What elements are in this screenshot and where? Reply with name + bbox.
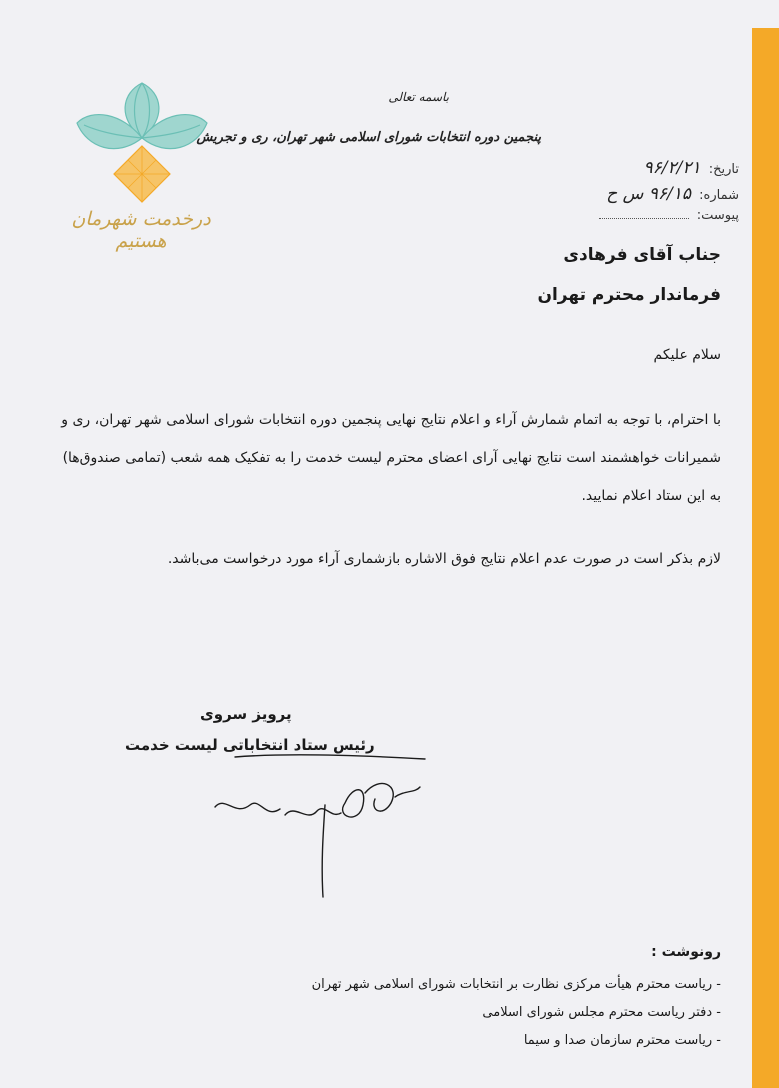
addressee-title: فرماندار محترم تهران — [537, 285, 721, 305]
cc-heading: رونوشت : — [651, 944, 721, 960]
greeting: سلام علیکم — [653, 347, 721, 363]
logo — [62, 78, 222, 273]
attachment-dots — [599, 218, 689, 219]
letterhead-title: پنجمین دوره انتخابات شورای اسلامی شهر تهران، ری و تجریش — [196, 130, 541, 145]
number-label: شماره: — [699, 188, 739, 203]
signatory-name: پرویز سروی — [200, 705, 292, 723]
meta-number — [606, 184, 739, 204]
date-label: تاریخ: — [708, 162, 739, 177]
attachment-label: پیوست: — [696, 208, 739, 223]
date-value: ۹۶/۲/۲۱ — [643, 158, 701, 178]
number-value: ۹۶/۱۵ س ح — [606, 184, 692, 204]
handwritten-signature — [195, 745, 435, 905]
cc-list — [312, 974, 721, 1058]
meta-attachment — [599, 208, 739, 223]
cc-item: - ریاست محترم هیأت مرکزی نظارت بر انتخابات شورای اسلامی شهر تهران — [311, 977, 721, 992]
addressee-name: جناب آقای فرهادی — [563, 245, 721, 265]
cc-item: - ریاست محترم سازمان صدا و سیما — [523, 1033, 721, 1048]
signatory-title: رئیس ستاد انتخاباتی لیست خدمت — [125, 736, 375, 754]
meta-date — [644, 158, 740, 178]
cc-item: - دفتر ریاست محترم مجلس شورای اسلامی — [482, 1005, 721, 1020]
logo-text: درخدمت شهرمان هستیم — [71, 208, 211, 252]
body-paragraph-2: لازم بذکر است در صورت عدم اعلام نتایج فوق الاشاره بازشماری آراء مورد درخواست می‌باشد. — [167, 551, 721, 567]
bismillah: باسمه تعالی — [388, 90, 449, 104]
orange-edge-strip — [752, 28, 779, 1088]
body-paragraph-1: با احترام، با توجه به اتمام شمارش آراء و اعلام نتایج نهایی پنجمین دوره انتخابات شورای اسلامی شهر تهران، ری و شمیرانات خواهشمند است نتایج نهایی آرای اعضای محترم لیست خدمت را به تفکیک همه شعب (تمامی صندوق‌ها) به این ستاد اعلام نمایید. — [61, 412, 721, 504]
logo-emblem — [62, 78, 222, 218]
